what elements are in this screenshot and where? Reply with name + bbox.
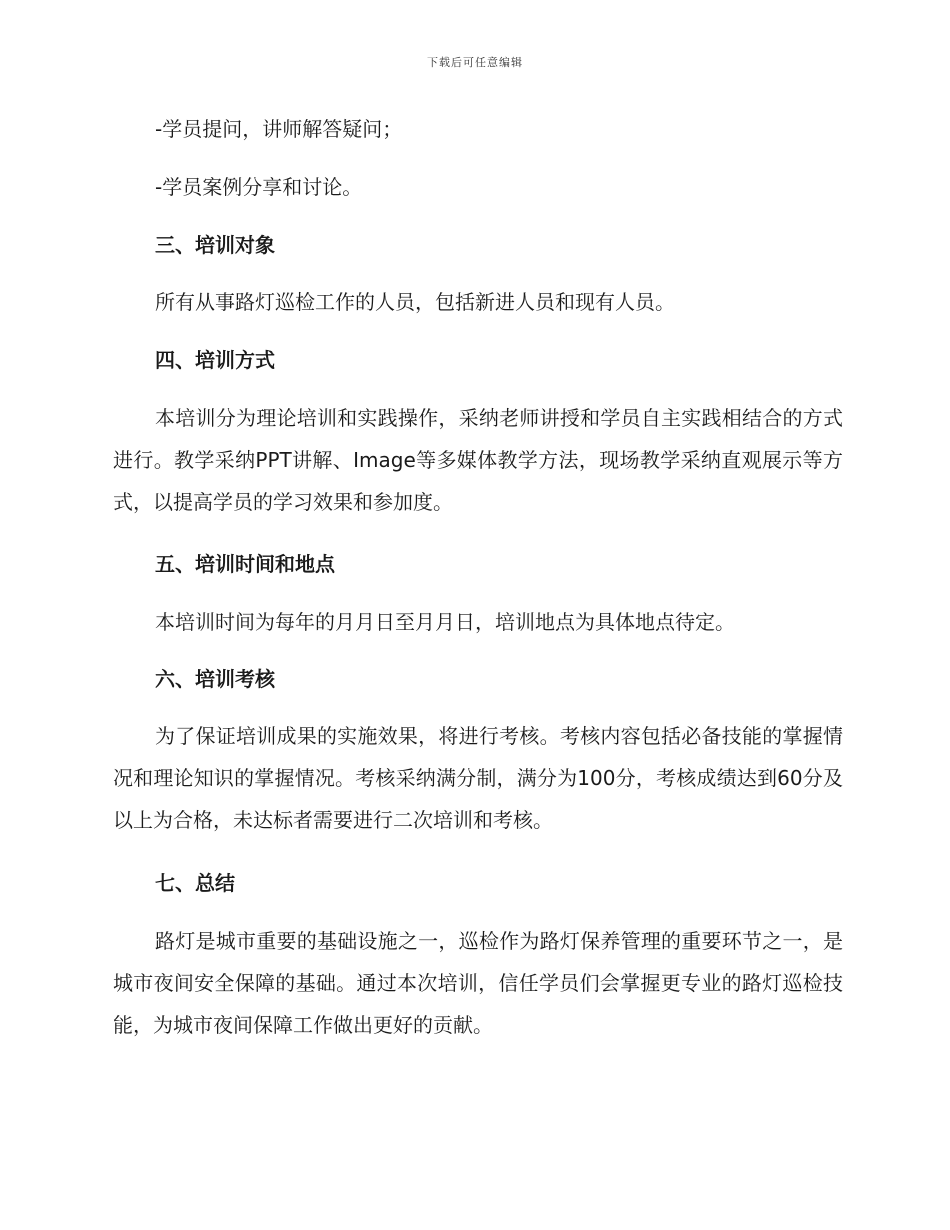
section-heading-time-place: 五、培训时间和地点 xyxy=(155,552,335,576)
section-body-method: 本培训分为理论培训和实践操作，采纳老师讲授和学员自主实践相结合的方式进行。教学采纳PPT讲解、Image等多媒体教学方法，现场教学采纳直观展示等方式，以提高学员的学习效果和参加度。 xyxy=(113,406,843,514)
page-header-note: 下载后可任意编辑 xyxy=(427,56,523,69)
section-heading-targets: 三、培训对象 xyxy=(155,233,275,257)
section-heading-method: 四、培训方式 xyxy=(155,348,275,372)
section-body-time-place: 本培训时间为每年的月月日至月月日，培训地点为具体地点待定。 xyxy=(155,610,735,634)
section-body-summary: 路灯是城市重要的基础设施之一，巡检作为路灯保养管理的重要环节之一，是城市夜间安全保障的基础。通过本次培训，信任学员们会掌握更专业的路灯巡检技能，为城市夜间保障工作做出更好的贡献。 xyxy=(113,929,843,1037)
list-item: -学员案例分享和讨论。 xyxy=(155,175,363,199)
section-heading-assessment: 六、培训考核 xyxy=(155,667,275,691)
section-body-assessment: 为了保证培训成果的实施效果，将进行考核。考核内容包括必备技能的掌握情况和理论知识的掌握情况。考核采纳满分制，满分为100分，考核成绩达到60分及以上为合格，未达标者需要进行二次培训和考核。 xyxy=(113,724,843,832)
section-body-targets: 所有从事路灯巡检工作的人员，包括新进人员和现有人员。 xyxy=(155,290,675,314)
list-item: -学员提问，讲师解答疑问； xyxy=(155,117,403,141)
section-heading-summary: 七、总结 xyxy=(155,871,235,895)
